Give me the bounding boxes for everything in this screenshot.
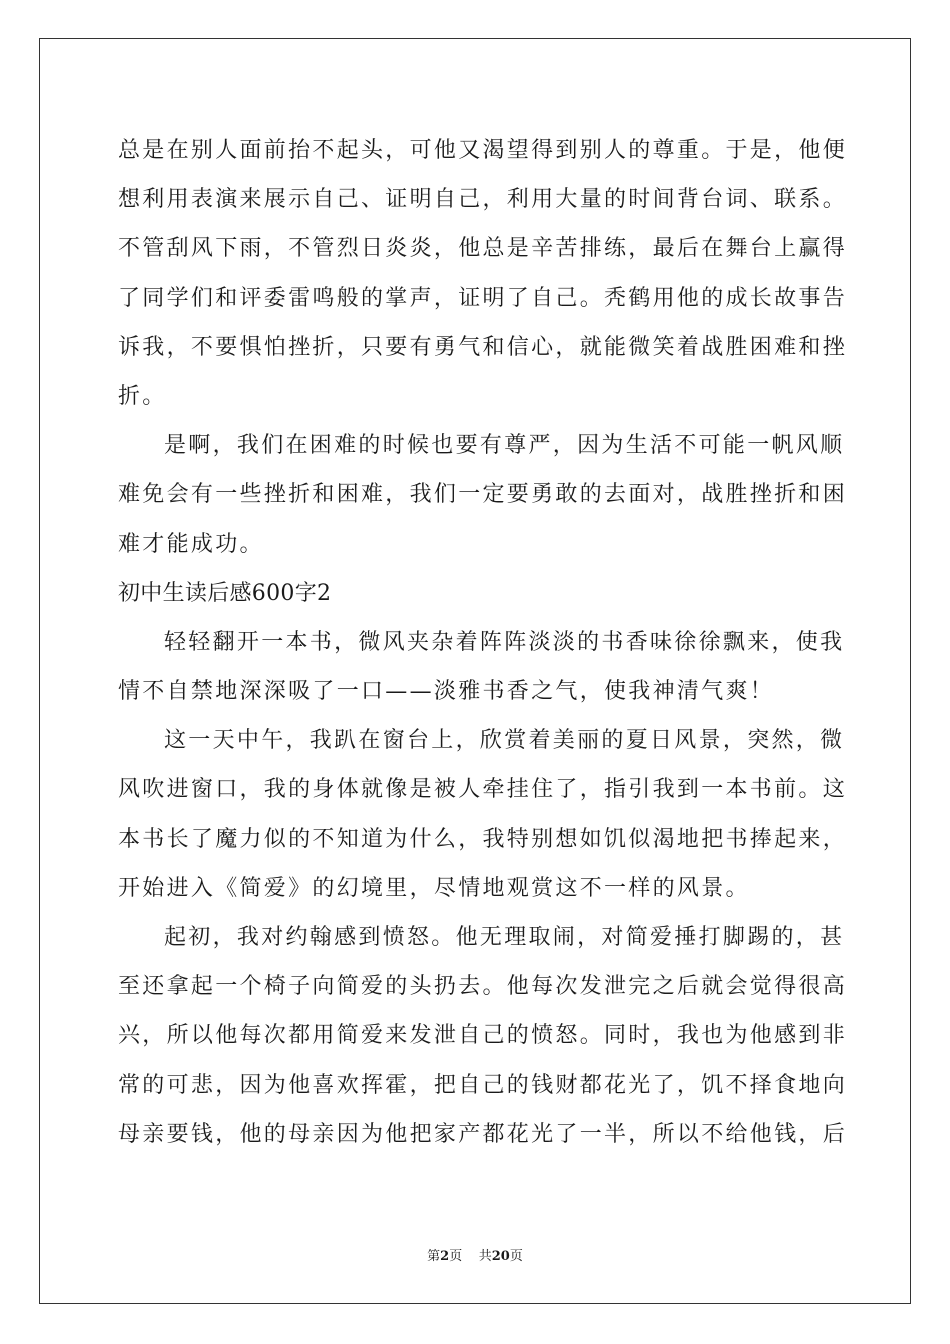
text-line: 不管刮风下雨，不管烈日炎炎，他总是辛苦排练，最后在舞台上赢得 — [118, 236, 848, 262]
total-prefix: 共 — [478, 1249, 492, 1264]
text-line: 难才能成功。 — [118, 531, 264, 557]
page-current-number: 2 — [440, 1249, 450, 1264]
text-line: 兴，所以他每次都用简爱来发泄自己的愤怒。同时，我也为他感到非 — [118, 1023, 848, 1049]
text-line: 开始进入《简爱》的幻境里，尽情地观赏这不一样的风景。 — [118, 875, 750, 901]
total-unit: 页 — [509, 1249, 523, 1264]
text-line: 至还拿起一个椅子向简爱的头扔去。他每次发泄完之后就会觉得很高 — [118, 974, 848, 1000]
text-line: 起初，我对约翰感到愤怒。他无理取闹，对简爱捶打脚踢的，甚 — [164, 925, 845, 950]
page-unit: 页 — [449, 1249, 463, 1264]
text-line: 母亲要钱，他的母亲因为他把家产都花光了一半，所以不给他钱，后 — [118, 1121, 848, 1147]
text-line: 难免会有一些挫折和困难，我们一定要勇敢的去面对，战胜挫折和困 — [118, 482, 848, 508]
text-line: 折。 — [118, 383, 167, 409]
text-line: 是啊，我们在困难的时候也要有尊严，因为生活不可能一帆风顺 — [164, 433, 845, 459]
text-line: 风吹进窗口，我的身体就像是被人牵挂住了，指引我到一本书前。这 — [118, 777, 848, 803]
section-heading: 初中生读后感600字2 — [118, 580, 332, 606]
text-line: 常的可悲，因为他喜欢挥霍，把自己的钱财都花光了，饥不择食地向 — [118, 1072, 848, 1098]
text-line: 了同学们和评委雷鸣般的掌声，证明了自己。秃鹤用他的成长故事告 — [118, 285, 848, 311]
text-line: 情不自禁地深深吸了一口——淡雅书香之气，使我神清气爽！ — [118, 679, 775, 705]
document-body — [118, 126, 848, 1159]
text-line: 想利用表演来展示自己、证明自己，利用大量的时间背台词、联系。 — [118, 187, 848, 213]
text-line: 诉我，不要惧怕挫折，只要有勇气和信心，就能微笑着战胜困难和挫 — [118, 334, 848, 360]
page-prefix: 第 — [427, 1249, 441, 1264]
page-footer — [0, 1248, 950, 1266]
text-line: 总是在别人面前抬不起头，可他又渴望得到别人的尊重。于是，他便 — [118, 138, 848, 163]
text-line: 这一天中午，我趴在窗台上，欣赏着美丽的夏日风景，突然，微 — [164, 728, 845, 754]
text-line: 轻轻翻开一本书，微风夹杂着阵阵淡淡的书香味徐徐飘来，使我 — [164, 629, 845, 655]
text-line: 本书长了魔力似的不知道为什么，我特别想如饥似渴地把书捧起来， — [118, 826, 848, 852]
page-total-number: 20 — [491, 1249, 510, 1264]
